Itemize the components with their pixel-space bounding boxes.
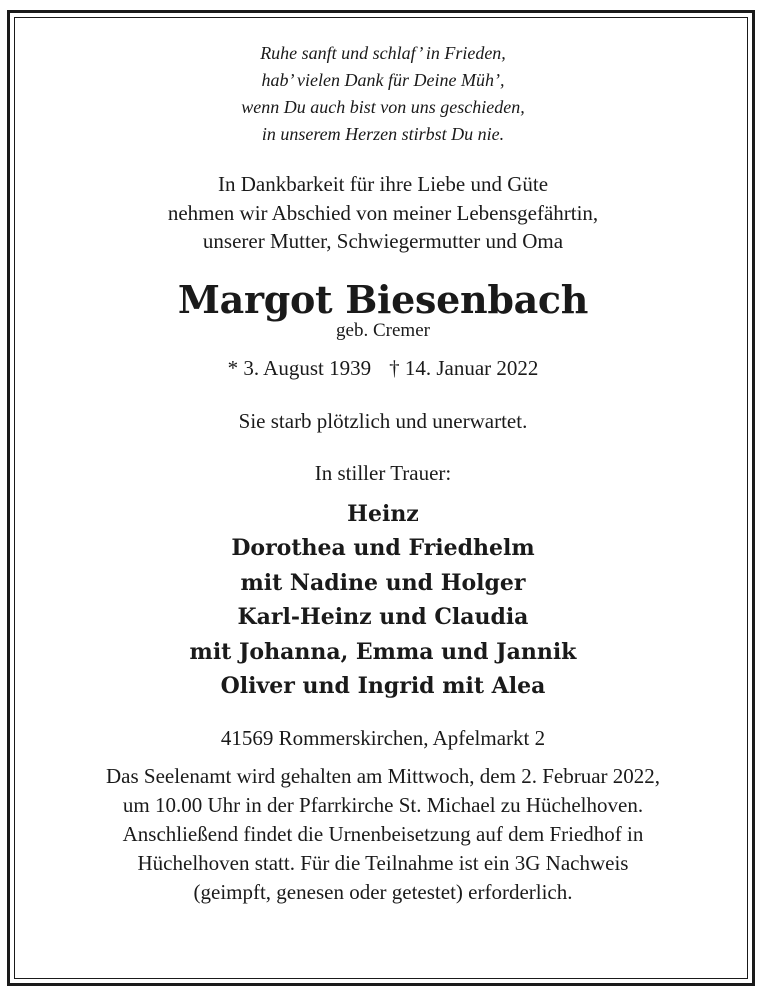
- family-address: 41569 Rommerskirchen, Apfelmarkt 2: [220, 725, 546, 750]
- poem-line: hab’ vielen Dank für Deine Müh’,: [261, 70, 505, 90]
- service-details: [20, 762, 746, 907]
- service-line: (geimpft, genesen oder getestet) erforderlich.: [193, 879, 573, 904]
- intro-line: nehmen wir Abschied von meiner Lebensgefährtin,: [167, 200, 599, 225]
- life-dates: [20, 354, 746, 382]
- mourner-line: mit Nadine und Holger: [240, 569, 526, 596]
- service-line: Hüchelhoven statt. Für die Teilnahme ist ein 3G Nachweis: [137, 850, 629, 875]
- mourning-label: In stiller Trauer:: [314, 460, 452, 485]
- birth-date: * 3. August 1939: [227, 355, 372, 380]
- service-line: um 10.00 Uhr in der Pfarrkirche St. Michael zu Hüchelhoven.: [122, 792, 644, 817]
- poem-line: wenn Du auch bist von uns geschieden,: [241, 97, 525, 117]
- deceased-name: Margot Biesenbach: [177, 276, 589, 322]
- intro-line: unserer Mutter, Schwiegermutter und Oma: [202, 229, 564, 253]
- mourner-line: Karl-Heinz und Claudia: [237, 604, 529, 630]
- mourners-list: [20, 497, 746, 704]
- mourner-line: Dorothea und Friedhelm: [231, 535, 535, 561]
- service-line: Das Seelenamt wird gehalten am Mittwoch, dem 2. Februar 2022,: [105, 763, 661, 788]
- intro-line: In Dankbarkeit für ihre Liebe und Güte: [217, 172, 549, 196]
- poem-line: in unserem Herzen stirbst Du nie.: [261, 124, 505, 144]
- poem-line: Ruhe sanft und schlaf’ in Frieden,: [260, 43, 506, 63]
- mourner-line: Heinz: [347, 500, 419, 527]
- mourner-line: mit Johanna, Emma und Jannik: [189, 638, 577, 665]
- memorial-poem: [20, 40, 746, 148]
- death-note: Sie starb plötzlich und unerwartet.: [238, 408, 528, 433]
- death-date: † 14. Januar 2022: [389, 355, 539, 380]
- farewell-intro: [20, 170, 746, 256]
- obituary-notice: [20, 40, 746, 907]
- service-line: Anschließend findet die Urnenbeisetzung auf dem Friedhof in: [122, 821, 644, 846]
- maiden-name: geb. Cremer: [336, 319, 430, 341]
- mourner-line: Oliver und Ingrid mit Alea: [220, 673, 546, 699]
